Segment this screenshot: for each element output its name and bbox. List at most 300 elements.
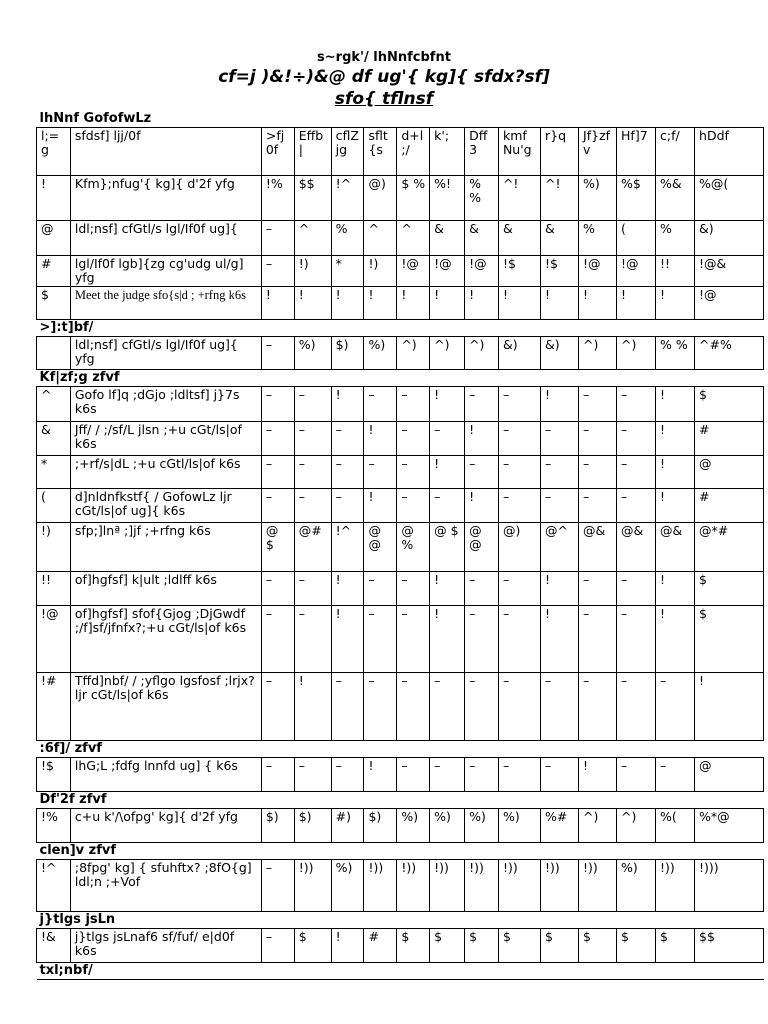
document-subtitle: cf=j )&!÷)&@ df ug'{ kg]{ sfdx?sf] — [218, 67, 550, 87]
month-value: ! — [465, 422, 499, 456]
month-value: ^! — [541, 176, 579, 221]
column-header: >fj0f — [261, 128, 294, 176]
month-value: @& — [656, 523, 695, 572]
column-header: r}q — [541, 128, 579, 176]
month-value: – — [579, 422, 617, 456]
month-value: &) — [498, 337, 540, 370]
month-value: ! — [656, 287, 695, 320]
month-value: – — [364, 572, 397, 606]
month-value: !@ — [617, 256, 656, 287]
section-label: txl;nbf/ — [37, 963, 764, 980]
month-value: @ % — [397, 523, 430, 572]
month-value: – — [397, 572, 430, 606]
column-header: Jf}zfv — [579, 128, 617, 176]
task-description: of]hgfsf] k|ult ;ldlff k6s — [70, 572, 261, 606]
month-value: – — [397, 422, 430, 456]
month-value: – — [617, 422, 656, 456]
month-value: – — [294, 489, 331, 523]
column-header: kmfNu'g — [498, 128, 540, 176]
month-value: $ — [498, 929, 540, 963]
month-value: – — [465, 387, 499, 422]
month-value: ! — [579, 758, 617, 792]
month-value: !^ — [331, 176, 364, 221]
row-number: !^ — [37, 860, 71, 912]
month-value: ^) — [430, 337, 465, 370]
month-value: – — [294, 422, 331, 456]
row-total: !@& — [695, 256, 764, 287]
column-header: hDdf — [695, 128, 764, 176]
month-value: !$ — [498, 256, 540, 287]
month-value: % — [331, 221, 364, 256]
month-value: @) — [498, 523, 540, 572]
row-number: !) — [37, 523, 71, 572]
month-value: – — [579, 572, 617, 606]
table-header-row — [37, 128, 764, 176]
column-header: k'; — [430, 128, 465, 176]
month-value: – — [261, 337, 294, 370]
row-number: !@ — [37, 606, 71, 673]
month-value: – — [331, 489, 364, 523]
section-label: j}tlgs jsLn — [37, 912, 764, 929]
task-description: Tffd]nbf/ / ;yflgo lgsfosf ;lrjx? ljr cGt/ls|of k6s — [70, 673, 261, 741]
section-heading — [37, 320, 764, 337]
month-value: ! — [541, 287, 579, 320]
task-description: Kfm};nfug'{ kg]{ d'2f yfg — [70, 176, 261, 221]
task-description: Meet the judge sfo{s|d ; +rfng k6s — [70, 287, 261, 320]
month-value: ^ — [294, 221, 331, 256]
row-number: & — [37, 422, 71, 456]
month-value: ^ — [364, 221, 397, 256]
task-description: sfp;]lnª ;]jf ;+rfng k6s — [70, 523, 261, 572]
month-value: ( — [617, 221, 656, 256]
month-value: @^ — [541, 523, 579, 572]
month-value: – — [364, 606, 397, 673]
month-value: – — [261, 572, 294, 606]
month-value: @& — [579, 523, 617, 572]
column-header: sflt{s — [364, 128, 397, 176]
row-number: !& — [37, 929, 71, 963]
task-description: Jff/ / ;/sf/L jlsn ;+u cGt/ls|of k6s — [70, 422, 261, 456]
month-value: ! — [364, 758, 397, 792]
month-value: !) — [364, 256, 397, 287]
month-value: !% — [261, 176, 294, 221]
section-heading — [37, 963, 764, 980]
month-value: ^ — [397, 221, 430, 256]
month-value: ^! — [498, 176, 540, 221]
month-value: ! — [331, 287, 364, 320]
month-value: – — [617, 758, 656, 792]
month-value: $ — [465, 929, 499, 963]
month-value: !)) — [430, 860, 465, 912]
month-value: @ @ — [364, 523, 397, 572]
month-value: – — [617, 673, 656, 741]
row-total: ! — [695, 673, 764, 741]
section-label: clen]v zfvf — [37, 843, 764, 860]
month-value: – — [261, 929, 294, 963]
month-value: – — [465, 572, 499, 606]
month-value: – — [541, 673, 579, 741]
table-row — [37, 387, 764, 422]
month-value: – — [261, 606, 294, 673]
month-value: ! — [294, 287, 331, 320]
month-value: %) — [294, 337, 331, 370]
month-value: ! — [656, 489, 695, 523]
month-value: ! — [656, 606, 695, 673]
month-value: %# — [541, 809, 579, 843]
month-value: – — [261, 221, 294, 256]
row-total: # — [695, 489, 764, 523]
month-value: & — [498, 221, 540, 256]
task-description: ldl;nsf] cfGtl/s lgl/If0f ug]{ — [70, 221, 261, 256]
month-value: $) — [331, 337, 364, 370]
row-number: # — [37, 256, 71, 287]
month-value: – — [331, 673, 364, 741]
month-value: ! — [498, 287, 540, 320]
month-value: ^) — [397, 337, 430, 370]
row-number: * — [37, 456, 71, 489]
month-value: ^) — [617, 337, 656, 370]
task-description: Gofo lf]q ;dGjo ;ldltsf] j}7s k6s — [70, 387, 261, 422]
month-value: $ — [617, 929, 656, 963]
row-number: ( — [37, 489, 71, 523]
month-value: !)) — [656, 860, 695, 912]
month-value: @& — [617, 523, 656, 572]
section-label: >]:t]bf/ — [37, 320, 764, 337]
column-header: c;f/ — [656, 128, 695, 176]
section-heading — [37, 111, 764, 128]
month-value: – — [498, 673, 540, 741]
row-total: ^#% — [695, 337, 764, 370]
month-value: !)) — [541, 860, 579, 912]
month-value: ! — [656, 422, 695, 456]
row-total: &) — [695, 221, 764, 256]
month-value: – — [261, 489, 294, 523]
month-value: ! — [364, 489, 397, 523]
month-value: – — [617, 387, 656, 422]
month-value: – — [465, 673, 499, 741]
month-value: % % — [656, 337, 695, 370]
section-heading — [37, 912, 764, 929]
month-value: & — [430, 221, 465, 256]
task-description: j}tlgs jsLnaf6 sf/fuf/ e|d0f k6s — [70, 929, 261, 963]
column-header: sfdsf] ljj/0f — [70, 128, 261, 176]
section-heading — [37, 792, 764, 809]
month-value: – — [331, 456, 364, 489]
month-value: – — [498, 456, 540, 489]
row-number: ^ — [37, 387, 71, 422]
month-value: @# — [294, 523, 331, 572]
month-value: !)) — [465, 860, 499, 912]
table-row — [37, 606, 764, 673]
month-value: – — [294, 456, 331, 489]
table-row — [37, 523, 764, 572]
month-value: ! — [430, 606, 465, 673]
month-value: – — [364, 456, 397, 489]
month-value: %$ — [617, 176, 656, 221]
month-value: – — [261, 456, 294, 489]
month-value: – — [430, 673, 465, 741]
column-header: Dff3 — [465, 128, 499, 176]
month-value: – — [541, 422, 579, 456]
month-value: – — [498, 387, 540, 422]
section-heading — [37, 843, 764, 860]
section-label: Kf|zf;g zfvf — [37, 370, 764, 387]
month-value: %( — [656, 809, 695, 843]
row-total: $$ — [695, 929, 764, 963]
month-value: – — [294, 606, 331, 673]
month-value: – — [465, 758, 499, 792]
table-row — [37, 929, 764, 963]
row-number: !% — [37, 809, 71, 843]
column-header: l;=g — [37, 128, 71, 176]
row-total: $ — [695, 387, 764, 422]
month-value: ! — [617, 287, 656, 320]
row-total: @ — [695, 758, 764, 792]
column-header: Hf]7 — [617, 128, 656, 176]
task-description: ;8fpg' kg] { sfuhftx? ;8fO{g] ldl;n ;+Vof — [70, 860, 261, 912]
month-value: ! — [465, 489, 499, 523]
table-row — [37, 673, 764, 741]
row-total: # — [695, 422, 764, 456]
month-value: ! — [656, 456, 695, 489]
month-value: % % — [465, 176, 499, 221]
month-value: ! — [541, 572, 579, 606]
task-description: ;+rf/s|dL ;+u cGtl/ls|of k6s — [70, 456, 261, 489]
month-value: – — [541, 489, 579, 523]
month-value: & — [541, 221, 579, 256]
row-total: $ — [695, 606, 764, 673]
month-value: – — [579, 387, 617, 422]
month-value: – — [261, 422, 294, 456]
row-number: @ — [37, 221, 71, 256]
month-value: ! — [656, 572, 695, 606]
month-value: %) — [364, 337, 397, 370]
month-value: ^) — [579, 809, 617, 843]
month-value: – — [498, 572, 540, 606]
task-description: lhG;L ;fdfg lnnfd ug] { k6s — [70, 758, 261, 792]
month-value: ^) — [579, 337, 617, 370]
month-value: !)) — [498, 860, 540, 912]
table-row — [37, 758, 764, 792]
task-description: c+u k'/\ofpg' kg]{ d'2f yfg — [70, 809, 261, 843]
month-value: – — [261, 387, 294, 422]
month-value: – — [430, 489, 465, 523]
table-row — [37, 176, 764, 221]
month-value: ! — [397, 287, 430, 320]
table-row — [37, 221, 764, 256]
task-description: ldl;nsf] cfGtl/s lgl/If0f ug]{ yfg — [70, 337, 261, 370]
row-total: @*# — [695, 523, 764, 572]
month-value: $ — [294, 929, 331, 963]
month-value: – — [656, 758, 695, 792]
month-value: !)) — [364, 860, 397, 912]
row-total: !))) — [695, 860, 764, 912]
month-value: $ % — [397, 176, 430, 221]
month-value: $) — [364, 809, 397, 843]
month-value: %) — [331, 860, 364, 912]
month-value: @ @ — [465, 523, 499, 572]
month-value: ! — [331, 606, 364, 673]
month-value: $$ — [294, 176, 331, 221]
row-number: !$ — [37, 758, 71, 792]
task-description: of]hgfsf] sfof{Gjog ;DjGwdf ;/f]sf/jfnfx?;+u cGt/ls|of k6s — [70, 606, 261, 673]
task-description: d]nldnfkstf{ / GofowLz ljr cGt/ls|of ug]{ k6s — [70, 489, 261, 523]
month-value: ! — [465, 287, 499, 320]
month-value: – — [541, 758, 579, 792]
row-total: @ — [695, 456, 764, 489]
month-value: – — [294, 758, 331, 792]
month-value: – — [498, 422, 540, 456]
month-value: – — [294, 572, 331, 606]
month-value: $ — [541, 929, 579, 963]
month-value: – — [364, 387, 397, 422]
month-value: – — [261, 860, 294, 912]
month-value: – — [261, 673, 294, 741]
table-row — [37, 337, 764, 370]
month-value: – — [261, 758, 294, 792]
month-value: – — [364, 673, 397, 741]
month-value: – — [617, 572, 656, 606]
month-value: % — [656, 221, 695, 256]
month-value: – — [397, 673, 430, 741]
month-value: – — [397, 758, 430, 792]
row-number: $ — [37, 287, 71, 320]
month-value: !^ — [331, 523, 364, 572]
month-value: ! — [430, 572, 465, 606]
table-row — [37, 809, 764, 843]
month-value: ! — [579, 287, 617, 320]
month-value: – — [579, 489, 617, 523]
month-value: !)) — [294, 860, 331, 912]
month-value: ^) — [465, 337, 499, 370]
month-value: %) — [617, 860, 656, 912]
month-value: – — [617, 489, 656, 523]
month-value: # — [364, 929, 397, 963]
month-value: – — [498, 606, 540, 673]
month-value: – — [498, 489, 540, 523]
section-label: :6f]/ zfvf — [37, 741, 764, 758]
month-value: %! — [430, 176, 465, 221]
month-value: – — [331, 758, 364, 792]
court-name: s~rgk'/ lhNnfcbfnt — [317, 50, 451, 65]
column-header: Effb| — [294, 128, 331, 176]
month-value: – — [617, 456, 656, 489]
month-value: ! — [364, 422, 397, 456]
row-number: ! — [37, 176, 71, 221]
month-value: ! — [541, 387, 579, 422]
month-value: % — [579, 221, 617, 256]
month-value: @ $ — [430, 523, 465, 572]
table-row — [37, 572, 764, 606]
month-value: – — [465, 456, 499, 489]
month-value: ! — [364, 287, 397, 320]
month-value: * — [331, 256, 364, 287]
month-value: %) — [397, 809, 430, 843]
month-value: &) — [541, 337, 579, 370]
section-heading — [37, 370, 764, 387]
month-value: – — [397, 387, 430, 422]
month-value: – — [430, 422, 465, 456]
month-value: ! — [430, 387, 465, 422]
month-value: ^) — [617, 809, 656, 843]
month-value: – — [579, 606, 617, 673]
month-value: #) — [331, 809, 364, 843]
month-value: $ — [579, 929, 617, 963]
month-value: !! — [656, 256, 695, 287]
month-value: $ — [397, 929, 430, 963]
month-value: $ — [656, 929, 695, 963]
table-row — [37, 860, 764, 912]
month-value: !@ — [397, 256, 430, 287]
month-value: $) — [294, 809, 331, 843]
month-value: ! — [541, 606, 579, 673]
column-header: d+l;/ — [397, 128, 430, 176]
row-total: !@ — [695, 287, 764, 320]
month-value: ! — [331, 929, 364, 963]
month-value: – — [261, 256, 294, 287]
month-value: !@ — [465, 256, 499, 287]
month-value: ! — [294, 673, 331, 741]
month-value: – — [430, 758, 465, 792]
month-value: – — [617, 606, 656, 673]
month-value: – — [579, 456, 617, 489]
month-value: & — [465, 221, 499, 256]
row-number: !! — [37, 572, 71, 606]
month-value: – — [397, 456, 430, 489]
month-value: – — [541, 456, 579, 489]
month-value: %) — [579, 176, 617, 221]
month-value: !@ — [579, 256, 617, 287]
month-value: – — [656, 673, 695, 741]
month-value: – — [331, 422, 364, 456]
month-value: %) — [465, 809, 499, 843]
month-value: %) — [430, 809, 465, 843]
work-schedule-table — [36, 111, 764, 980]
row-total: $ — [695, 572, 764, 606]
month-value: – — [397, 606, 430, 673]
month-value: @) — [364, 176, 397, 221]
month-value: %& — [656, 176, 695, 221]
month-value: !)) — [397, 860, 430, 912]
row-number: !# — [37, 673, 71, 741]
section-label: lhNnf GofofwLz — [39, 111, 152, 126]
table-row — [37, 489, 764, 523]
month-value: ! — [430, 287, 465, 320]
month-value: %) — [498, 809, 540, 843]
month-value: !@ — [430, 256, 465, 287]
section-label: Df'2f zfvf — [37, 792, 764, 809]
month-value: ! — [656, 387, 695, 422]
month-value: ! — [331, 572, 364, 606]
month-value: !)) — [579, 860, 617, 912]
table-row — [37, 287, 764, 320]
task-description: lgl/If0f lgb]{zg cg'udg ul/g] yfg — [70, 256, 261, 287]
row-total: %*@ — [695, 809, 764, 843]
month-value: – — [498, 758, 540, 792]
month-value: !) — [294, 256, 331, 287]
month-value: – — [294, 387, 331, 422]
row-number — [37, 337, 71, 370]
table-row — [37, 256, 764, 287]
month-value: @ $ — [261, 523, 294, 572]
month-value: ! — [430, 456, 465, 489]
row-total: %@( — [695, 176, 764, 221]
month-value: – — [579, 673, 617, 741]
month-value: ! — [331, 387, 364, 422]
month-value: – — [397, 489, 430, 523]
section-heading — [37, 741, 764, 758]
document-title: sfo{ tflnsf — [334, 89, 434, 109]
